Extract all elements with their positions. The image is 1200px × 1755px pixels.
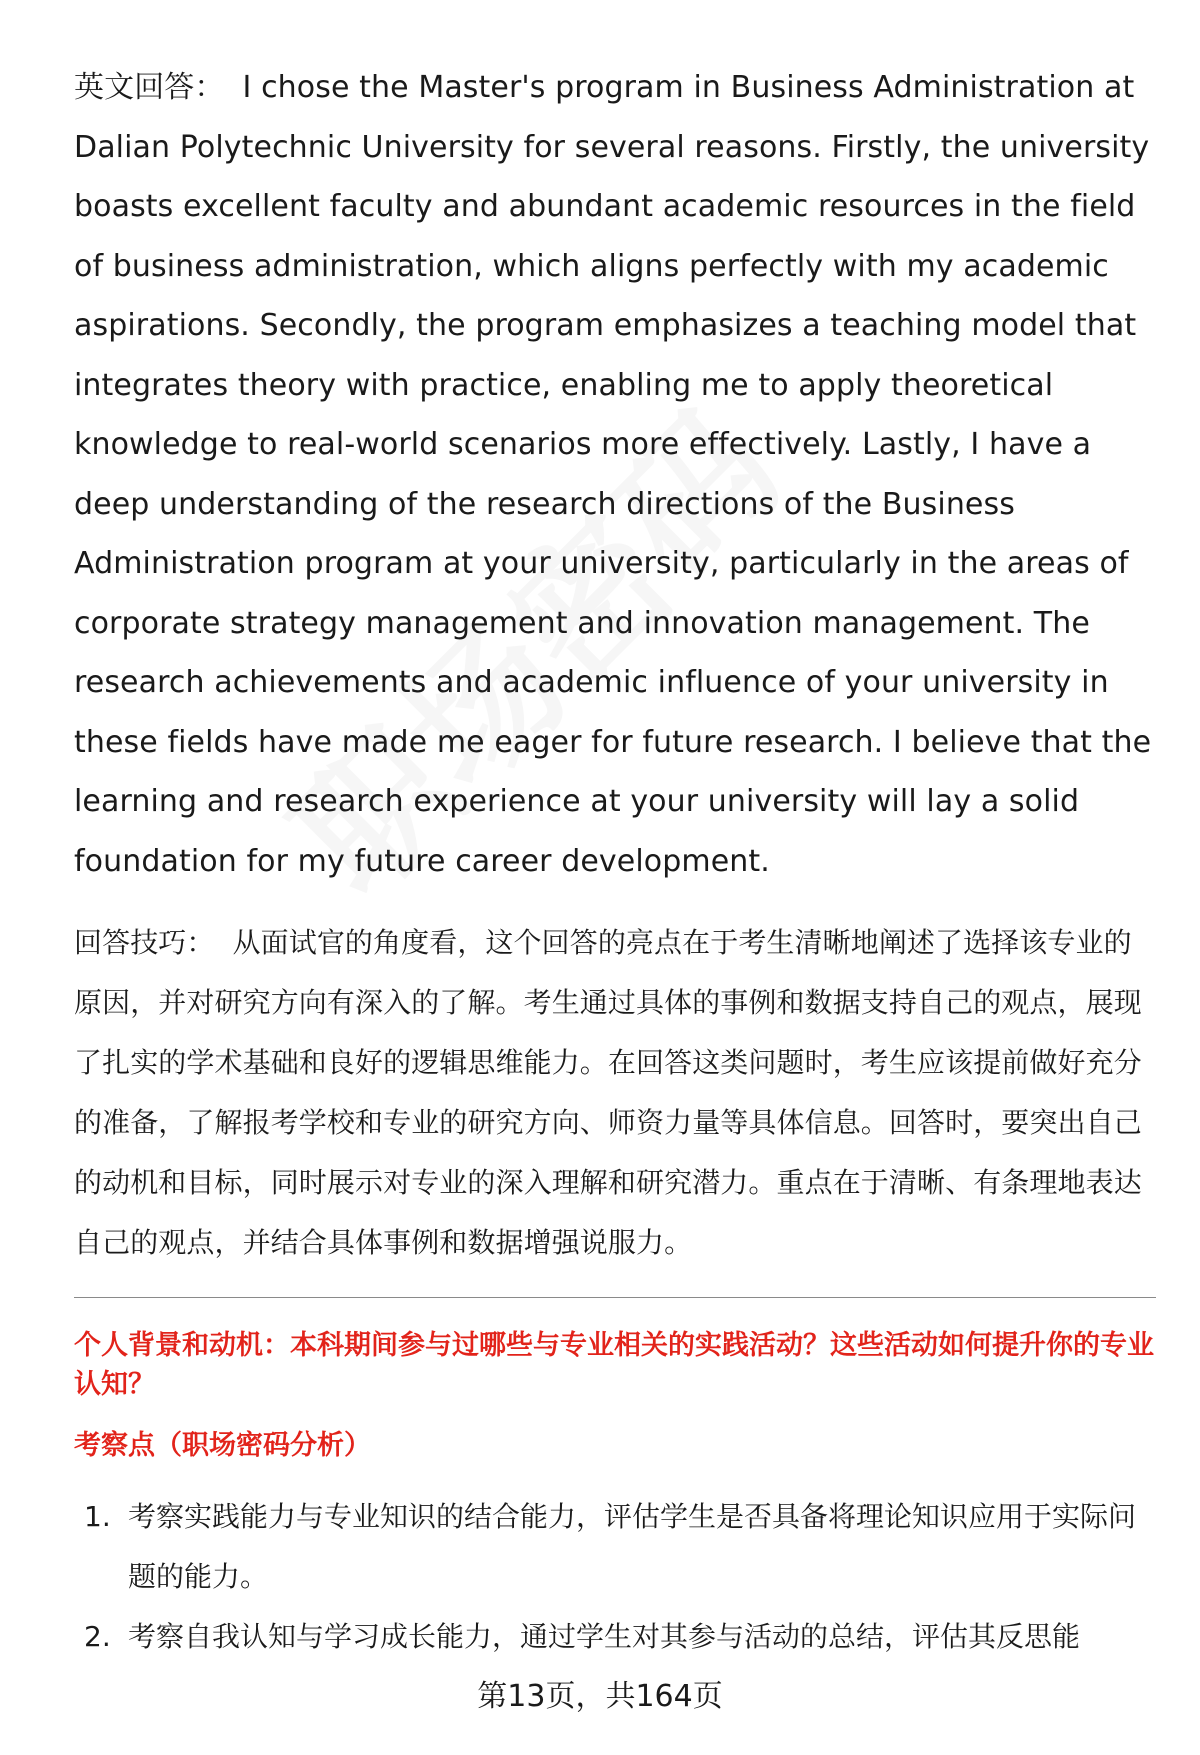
english-answer-label: 英文回答：	[74, 70, 225, 105]
section-divider	[74, 1297, 1156, 1298]
page-number-footer: 第13页，共164页	[477, 1679, 723, 1714]
english-answer-paragraph	[74, 58, 1156, 891]
english-answer-text: I chose the Master's program in Business Administration at Dalian Polytechnic University for several reasons. Firstly, the university boasts excellent faculty and abundant academic resources in the field of business administration, which aligns perfectly with my academic aspirations. Secondly, the program emphasizes a teaching model that integrates theory with practice, enabling me to apply theoretical knowledge to real-world scenarios more effectively. Lastly, I have a deep understanding of the research directions of the Business Administration program at your university, particularly in the areas of corporate strategy management and innovation management. The research achievements and academic influence of your university in these fields have made me eager for future research. I believe that the learning and research experience at your university will lay a solid foundation for my future career development.	[74, 70, 1152, 879]
list-item-number: 1.	[84, 1500, 111, 1533]
list-item-text: 考察自我认知与学习成长能力，通过学生对其参与活动的总结，评估其反思能	[128, 1620, 1081, 1653]
list-item-text: 考察实践能力与专业知识的结合能力，评估学生是否具备将理论知识应用于实际问题的能力。	[128, 1500, 1137, 1593]
question-title: 个人背景和动机：本科期间参与过哪些与专业相关的实践活动？这些活动如何提升你的专业认知？	[74, 1330, 1154, 1400]
assessment-points-list	[74, 1487, 1156, 1667]
list-item	[74, 1487, 1156, 1607]
assessment-points-heading: 考察点（职场密码分析）	[74, 1430, 371, 1461]
answer-tips-label: 回答技巧：	[74, 926, 215, 959]
answer-tips-paragraph	[74, 913, 1156, 1273]
list-item	[74, 1607, 1156, 1667]
document-page	[74, 58, 1156, 1667]
answer-tips-text: 从面试官的角度看，这个回答的亮点在于考生清晰地阐述了选择该专业的原因，并对研究方向有深入的了解。考生通过具体的事例和数据支持自己的观点，展现了扎实的学术基础和良好的逻辑思维能力。在回答这类问题时，考生应该提前做好充分的准备，了解报考学校和专业的研究方向、师资力量等具体信息。回答时，要突出自己的动机和目标，同时展示对专业的深入理解和研究潜力。重点在于清晰、有条理地表达自己的观点，并结合具体事例和数据增强说服力。	[74, 926, 1142, 1259]
list-item-number: 2.	[84, 1620, 111, 1653]
